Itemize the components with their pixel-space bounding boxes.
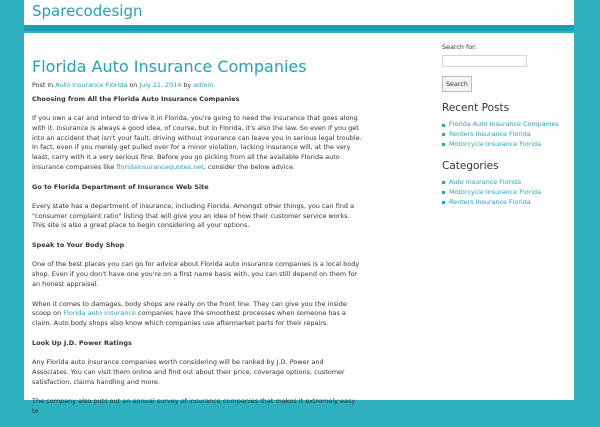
- meta-prefix: Post in: [32, 81, 54, 89]
- search-widget: [442, 43, 567, 92]
- paragraph-intro-text: If you own a car and intend to drive it in Florida, you're going to need the insurance that goes along with it. Insurance is always a good idea, of course, but in Florida, it's also the law. So even if you get into an accident that isn't your fault, driving without insurance can leave you in serious legal trouble. In fact, even if you merely get pulled over for a minor violation, lacking insurance will, at the very least, carry with it a very serious fine. Before you go picking from all the available Florida auto insurance companies like: [32, 114, 362, 171]
- paragraph-damages: [32, 300, 362, 329]
- category-link[interactable]: Motorcycle Insurance Florida: [449, 187, 541, 196]
- categories-list: [442, 178, 567, 208]
- bullet-icon: [442, 143, 445, 146]
- paragraph-damages-tail: companies have the smoothest processes when someone has a claim. Auto body shops also know which companies use aftermarket parts for their repairs.: [32, 309, 346, 328]
- bullet-icon: [442, 124, 445, 127]
- header-stripe: [24, 25, 574, 31]
- sidebar: [442, 43, 567, 207]
- meta-author-link[interactable]: admin.: [193, 81, 216, 89]
- meta-on: on: [129, 81, 138, 89]
- paragraph-damages-text: When it comes to damages, body shops are really on the front line. They can give you the inside scoop on: [32, 299, 347, 318]
- paragraph-intro: [32, 114, 362, 173]
- recent-post-link[interactable]: Motorcycle Insurance Florida: [449, 139, 541, 148]
- post-title[interactable]: Florida Auto Insurance Companies: [32, 57, 307, 76]
- category-link[interactable]: Renters Insurance Florida: [449, 197, 531, 206]
- bullet-icon: [442, 133, 445, 136]
- paragraph-department: Every state has a department of insurance, including Florida. Amongst other things, you can find a "consumer complaint ratio" listing that will give you an idea of how their customer service works. This site is also a great place to begin considering all your options.: [32, 201, 355, 230]
- paragraph-body-shop: One of the best places you can go for advice about Florida auto insurance companies is a local body shop. Even if you don't have one you're on a first name basis with, you can still depend on them for an honest appraisal.: [32, 260, 360, 288]
- meta-category-link[interactable]: Auto Insurance Florida: [55, 81, 128, 89]
- search-label: Search for:: [442, 43, 477, 51]
- floridainsurancequotes-link[interactable]: floridainsurancequotes.net: [116, 162, 204, 171]
- categories-title: Categories: [442, 159, 499, 172]
- main-container: [24, 33, 574, 416]
- florida-auto-insurance-link[interactable]: Florida auto insurance: [63, 309, 136, 318]
- list-item: [442, 130, 567, 140]
- list-item: [442, 178, 567, 188]
- bullet-icon: [442, 181, 445, 184]
- heading-body-shop: Speak to Your Body Shop: [32, 241, 125, 250]
- heading-department: Go to Florida Department of Insurance Web Site: [32, 182, 209, 191]
- list-item: [442, 120, 567, 130]
- list-item: [442, 198, 567, 208]
- heading-choosing: Choosing from All the Florida Auto Insurance Companies: [32, 95, 240, 103]
- search-input[interactable]: [442, 55, 527, 67]
- post-body: [32, 95, 362, 417]
- post-article: [32, 33, 362, 427]
- search-button[interactable]: Search: [442, 76, 472, 92]
- post-meta: [32, 81, 362, 90]
- recent-posts-title: Recent Posts: [442, 102, 510, 114]
- meta-date-link[interactable]: July 21, 2014: [139, 81, 182, 89]
- category-link[interactable]: Auto Insurance Florida: [449, 177, 521, 186]
- recent-posts-list: [442, 120, 567, 150]
- list-item: [442, 188, 567, 198]
- site-title[interactable]: Sparecodesign: [32, 2, 143, 20]
- paragraph-intro-tail: , consider the below advice.: [203, 162, 296, 171]
- meta-by: by: [183, 81, 192, 89]
- list-item: [442, 140, 567, 150]
- recent-posts-widget: [442, 102, 567, 150]
- bullet-icon: [442, 191, 445, 194]
- site-header: [24, 0, 574, 25]
- heading-jd-power: Look Up J.D. Power Ratings: [32, 338, 132, 347]
- recent-post-link[interactable]: Renters Insurance Florida: [449, 129, 531, 138]
- recent-post-link[interactable]: Florida Auto Insurance Companies: [449, 120, 559, 128]
- categories-widget: [442, 160, 567, 208]
- paragraph-survey: The company also puts out an annual survey of insurance companies that makes it extremely easy to: [32, 397, 356, 416]
- paragraph-jd-power: Any Florida auto insurance companies worth considering will be ranked by J.D. Power and Associates. You can visit them online and find out about their price, coverage options, customer satisfaction, claims handling and more.: [32, 357, 345, 386]
- bullet-icon: [442, 201, 445, 204]
